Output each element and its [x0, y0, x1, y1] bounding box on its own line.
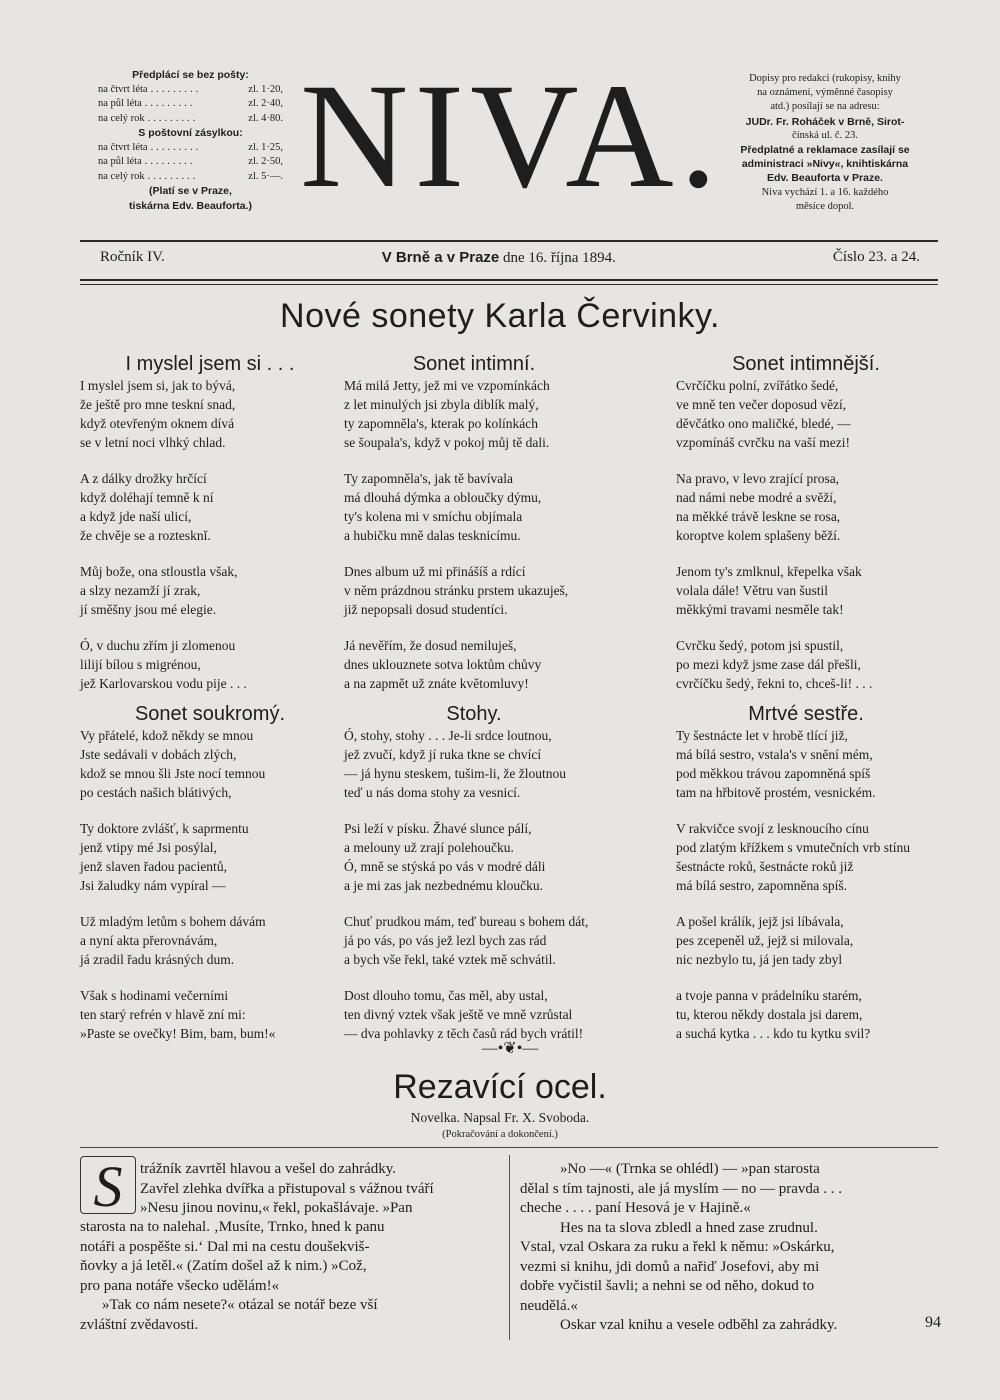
- subscription-info: [98, 68, 283, 213]
- story-subtitle: Novelka. Napsal Fr. X. Svoboda.: [410, 1110, 590, 1125]
- story-line: Zavřel zlehka dvířka a přistupoval s vážnou tváří: [140, 1180, 434, 1197]
- masthead-rule: [80, 240, 938, 242]
- editorial-line: Edv. Beauforta v Praze.: [767, 172, 883, 185]
- subscription-row: na čtvrt léta ......... zl. 1·20,: [98, 83, 283, 95]
- story-title: Rezavící ocel.: [393, 1068, 607, 1106]
- stanza: Můj bože, ona stloustla však, a slzy nezamží jí zrak, jí směšny jsou mé elegie.: [80, 564, 238, 617]
- stanza: A z dálky drožky hrčící když doléhají temně k ní a když jde naší ulicí, že chvěje se a roztesknĭ.: [80, 471, 214, 543]
- poem-4: [80, 705, 340, 1060]
- story-column-left-top: [140, 1160, 434, 1219]
- poem-3: [676, 355, 936, 710]
- ornament-divider: —•❦•—: [481, 1040, 539, 1057]
- editorial-line: na oznámení, výměnné časopisy: [757, 87, 893, 99]
- stanza: Ty zapomněla's, jak tě bavívala má dlouhá dýmka a obloučky dýmu, ty's kolena mi v smíchu objímala a hubičku mně dalas tesknicímu.: [344, 471, 542, 543]
- stanza: Má milá Jetty, jež mi ve vzpomínkách z let minulých jsi zbyla diblík malý, ty zapomněla's, kterak po kolínkách se šoupala's, když v pokoj můj tě dali.: [344, 378, 550, 450]
- issue-line: [100, 249, 920, 267]
- stanza: Už mladým letům s bohem dávám a nyní akta přerovnávám, já zradil řadu krásných dum.: [80, 914, 266, 967]
- stanza: Však s hodinami večerními ten starý refrén v hlavě zní mi: »Paste se ovečky! Bim, bam, bum!«: [80, 988, 276, 1041]
- poem-1: [80, 355, 340, 710]
- editorial-line: čínská ul. č. 23.: [792, 129, 858, 141]
- stanza: Vy přátelé, kdož někdy se mnou Jste sedávali v dobách zlých, kdož se mnou šli Jste nocí temnou po cestách našich blátivých,: [80, 728, 266, 800]
- stanza: Jenom ty's zmlknul, křepelka však volala dále! Větru van šustil měkkými travami nesměle tak!: [676, 564, 862, 617]
- postal-heading: S poštovní zásylkou:: [138, 127, 243, 139]
- issue-rule-thin: [80, 284, 938, 285]
- editorial-line: Dopisy pro redakci (rukopisy, knihy: [749, 73, 901, 84]
- poem-2: [344, 355, 604, 710]
- stanza: Na pravo, v levo zrající prosa, nad námi nebe modré a svěží, na měkké trávě lesknе se rosa, koroptve kolem splašeny běží.: [676, 471, 841, 543]
- poem-6: [676, 705, 936, 1060]
- poem-title: Sonet intimní.: [412, 353, 536, 375]
- stanza: V rakvičce svojí z lesknoucího cínu pod zlatým křížkem s vmutečních vrb stínu šestnácte roků, šestnácte roků již má bílá sestro, zapomněna spíš.: [676, 821, 910, 893]
- sonnets-heading: Nové sonety Karla Červinky.: [280, 297, 720, 335]
- story-line: starosta na to nalehal. ‚Musíte, Trnko, hned k panu: [80, 1219, 385, 1235]
- story-line: Oskar vzal knihu a vesele odběhl za zahrádky.: [560, 1317, 838, 1333]
- poem-title: Stohy.: [446, 703, 502, 725]
- story-line: neudělá.«: [520, 1297, 578, 1314]
- stanza: Dost dlouho tomu, čas měl, aby ustal, ten divný vztek však ještě ve mně vzrůstal — dva pohlavky z těch časů rád bych vrátil!: [344, 988, 584, 1041]
- story-line: vezmi si knihu, jdi domů a nařiď Josefovi, aby mi: [520, 1258, 820, 1275]
- story-line: Hes na ta slova zbledl a hned zase zrudnul.: [560, 1219, 818, 1236]
- subscription-row: na čtvrt léta ......... zl. 1·25,: [98, 141, 283, 153]
- page-number: 94: [925, 1314, 941, 1331]
- stanza: a tvoje panna v prádelníku starém, tu, kterou někdy dostala jsi darem, a suchá kytka . . . kdo tu kytku svil?: [676, 988, 871, 1041]
- stanza: Chuť prudkou mám, teď bureau s bohem dát, já po vás, po vás jež lezl bych zas rád a bych vše řekl, také vztek mě schvátil.: [344, 914, 589, 967]
- stanza: Cvrčíčku polní, zvířátko šedé, ve mně ten večer doposud vězí, děvčátko ono maličké, bledé, — vzpomínáš cvrčku na vaší mezi!: [676, 378, 851, 450]
- stanza: A pošel králík, jejž jsi líbávala, pes zcepeněl už, jejž si milovala, nic nezbylo tu, já jen tady zbyl: [676, 914, 854, 967]
- stanza: Ó, v duchu zřím ji zlomenou lilijí bílou s migrénou, jež Karlovarskou vodu pije . . .: [80, 638, 247, 691]
- subscription-row: na celý rok ......... zl. 5·—.: [98, 170, 283, 182]
- story-rule: [80, 1147, 938, 1148]
- editorial-line: atd.) posílají se na adresu:: [770, 101, 880, 113]
- editorial-line: Niva vychází 1. a 16. každého: [761, 186, 889, 198]
- poem-title: I myslel jsem si . . .: [125, 353, 295, 375]
- subscription-row: na celý rok ......... zl. 4·80.: [98, 112, 283, 124]
- poem-5: [344, 705, 604, 1060]
- subscription-note: tiskárna Edv. Beauforta.): [129, 199, 252, 212]
- stanza: Ty šestnácte let v hrobě tlící již, má bílá sestro, vstala's v snění mém, pod měkkou trávou zapomněná spíš tam na hřbitově prostém, vesnickém.: [676, 728, 876, 800]
- story-line: zvláštní zvědavosti.: [80, 1316, 199, 1333]
- stanza: I myslel jsem si, jak to bývá, že ještě pro mne teskní snad, když otevřeným oknem dívá se v letní noci vlhký chlad.: [80, 378, 236, 450]
- story-line: pro pana notáře všecko udělám!«: [80, 1277, 280, 1294]
- story-line: cheche . . . . paní Hesová je v Hajině.«: [520, 1200, 751, 1216]
- stanza: Dnes album už mi přinášíš a rdící v něm prázdnou stránku prstem ukazuješ, již nepopsali dosud studentíci.: [344, 564, 569, 617]
- stanza: Já nevěřím, že dosud nemiluješ, dnes uklouznete sotva loktům chůvy a na zapmět už znáte květomluvy!: [344, 638, 542, 691]
- editorial-line: Předplatné a reklamace zasílají se: [740, 144, 910, 157]
- poem-title: Sonet intimnější.: [732, 353, 880, 375]
- volume-label: Ročník IV.: [100, 249, 165, 265]
- column-divider: [509, 1155, 510, 1340]
- subscription-heading: Předplácí se bez pošty:: [132, 69, 249, 81]
- issue-number: Číslo 23. a 24.: [832, 249, 920, 265]
- story-line: »Tak co nám nesete?« otázal se notář beze vší: [102, 1297, 378, 1313]
- stanza: Cvrčku šedý, potom jsi spustil, po mezi když jsme zase dál přešli, cvrčíčku šedý, řekni to, chceš-li! . . .: [676, 638, 873, 691]
- dateline: V Brně a v Praze dne 16. října 1894.: [381, 249, 616, 266]
- story-line: »Nesu jinou novinu,« řekl, pokašlávaje. »Pan: [140, 1200, 413, 1216]
- story-continuation-note: (Pokračování a dokončení.): [442, 1129, 558, 1140]
- editorial-line: administraci »Nivy«, knihtiskárna: [741, 158, 909, 171]
- issue-rule: [80, 279, 938, 281]
- stanza: Ty doktore zvlášť, k saprmentu jenž vtipy mé Jsi posýlal, jenž slaven řadou pacientů, Jsi žaludky nám vypíral —: [80, 821, 249, 893]
- subscription-row: na půl léta ......... zl. 2·50,: [98, 156, 283, 167]
- subscription-note: (Platí se v Praze,: [149, 185, 232, 197]
- editorial-line: JUDr. Fr. Roháček v Brně, Sirot-: [745, 115, 905, 128]
- story-line: dělal s tím tajnosti, ale já myslím — no — pravda . . .: [520, 1180, 843, 1197]
- poem-title: Sonet soukromý.: [134, 703, 286, 725]
- stanza: Ó, stohy, stohy . . . Je-li srdce loutnou, jež zvučí, když jí ruka tkne se chvící — já hynu steskem, tušim-li, že žloutnou teď u nás doma stohy za vesnicí.: [344, 728, 566, 800]
- subscription-row: na půl léta ......... zl. 2·40,: [98, 98, 283, 109]
- story-column-left: [80, 1218, 385, 1335]
- story-line: ňovky a já letěl.« (Zatím došel až k nim.) »Což,: [80, 1258, 367, 1274]
- stanza: Psi leží v písku. Žhavé slunce pálí, a melouny už zrají polehoučku. Ó, mně se stýská po vás v modré dáli a je mi zas jak nezbednému kloučku.: [344, 821, 546, 893]
- poem-title: Mrtvé sestře.: [748, 703, 864, 725]
- newspaper-title: NIVA.: [300, 53, 724, 219]
- story-column-right: [520, 1160, 842, 1336]
- dropcap: S: [80, 1156, 136, 1214]
- story-line: trážník zavrtěl hlavou a vešel do zahrádky.: [140, 1161, 396, 1177]
- story-line: dobře vyčistil šavli; a nehni se od něho, dokud to: [520, 1278, 815, 1294]
- story-line: »No —« (Trnka se ohlédl) — »pan starosta: [560, 1161, 820, 1177]
- story-line: notáři a pospěšte si.‘ Dal mi na cestu doušekviš-: [80, 1238, 370, 1255]
- story-line: Vstal, vzal Oskara za ruku a řekl k němu: »Oskárku,: [520, 1239, 835, 1255]
- editorial-info: [730, 72, 920, 214]
- editorial-line: měsíce dopol.: [795, 200, 855, 212]
